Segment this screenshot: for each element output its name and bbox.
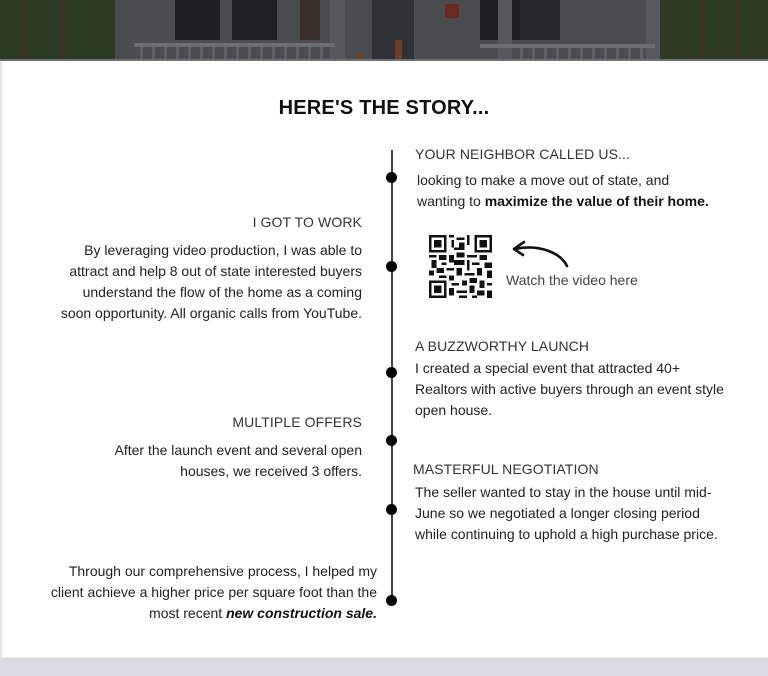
negotiation-line-2: June so we negotiated a longer closing period xyxy=(415,505,700,521)
work-line-2: attract and help 8 out of state interested buyers xyxy=(69,263,362,279)
negotiation-body xyxy=(415,482,760,545)
section-title: HERE'S THE STORY... xyxy=(278,97,490,119)
launch-line-1: I created a special event that attracted 40+ xyxy=(415,360,681,376)
offers-line-1: After the launch event and several open xyxy=(114,442,362,458)
neighbor-body xyxy=(417,170,757,212)
footer-band xyxy=(0,657,768,676)
work-line-1: By leveraging video production, I was able to xyxy=(84,242,362,258)
negotiation-line-3: while continuing to uphold a high purchase price. xyxy=(415,526,718,542)
neighbor-line-2 xyxy=(417,191,757,212)
offers-heading: MULTIPLE OFFERS xyxy=(232,414,362,430)
curved-arrow-icon xyxy=(508,240,573,272)
result-line-2: client achieve a higher price per square foot than the xyxy=(50,584,377,600)
neighbor-line-2-bold: maximize the value of their home. xyxy=(484,193,709,209)
timeline-dot-result xyxy=(386,595,397,606)
hero-image xyxy=(0,0,768,61)
work-heading: I GOT TO WORK xyxy=(252,214,362,230)
work-line-3: understand the flow of the home as a coming xyxy=(82,284,362,300)
work-body xyxy=(2,240,362,324)
neighbor-heading: YOUR NEIGHBOR CALLED US... xyxy=(415,146,630,162)
offers-line-2: houses, we received 3 offers. xyxy=(180,463,362,479)
result-line-1: Through our comprehensive process, I helped my xyxy=(68,563,377,579)
launch-line-2: Realtors with active buyers through an event style xyxy=(415,381,724,397)
launch-heading: A BUZZWORTHY LAUNCH xyxy=(415,338,590,354)
launch-body xyxy=(415,358,760,421)
timeline-dot-offers xyxy=(386,435,397,446)
negotiation-line-1: The seller wanted to stay in the house until mid- xyxy=(415,484,712,500)
timeline-dot-work xyxy=(386,261,397,272)
watch-video-link[interactable]: Watch the video here xyxy=(506,272,638,288)
result-line-3-bold: new construction sale. xyxy=(226,605,377,621)
offers-body xyxy=(42,440,362,482)
neighbor-line-1: looking to make a move out of state, and xyxy=(417,172,670,188)
result-line-3-text: most recent xyxy=(149,605,227,621)
neighbor-line-2-text: wanting to xyxy=(417,193,485,209)
work-line-4: soon opportunity. All organic calls from YouTube. xyxy=(60,305,362,321)
timeline-dot-launch xyxy=(386,367,397,378)
timeline-dot-neighbor xyxy=(386,172,397,183)
result-body xyxy=(7,561,377,624)
house-photo xyxy=(0,0,768,61)
qr-code-icon[interactable] xyxy=(429,235,492,298)
timeline-dot-negotiation xyxy=(386,504,397,515)
result-line-3 xyxy=(7,603,377,624)
launch-line-3: open house. xyxy=(415,402,493,418)
negotiation-heading: MASTERFUL NEGOTIATION xyxy=(413,461,599,477)
